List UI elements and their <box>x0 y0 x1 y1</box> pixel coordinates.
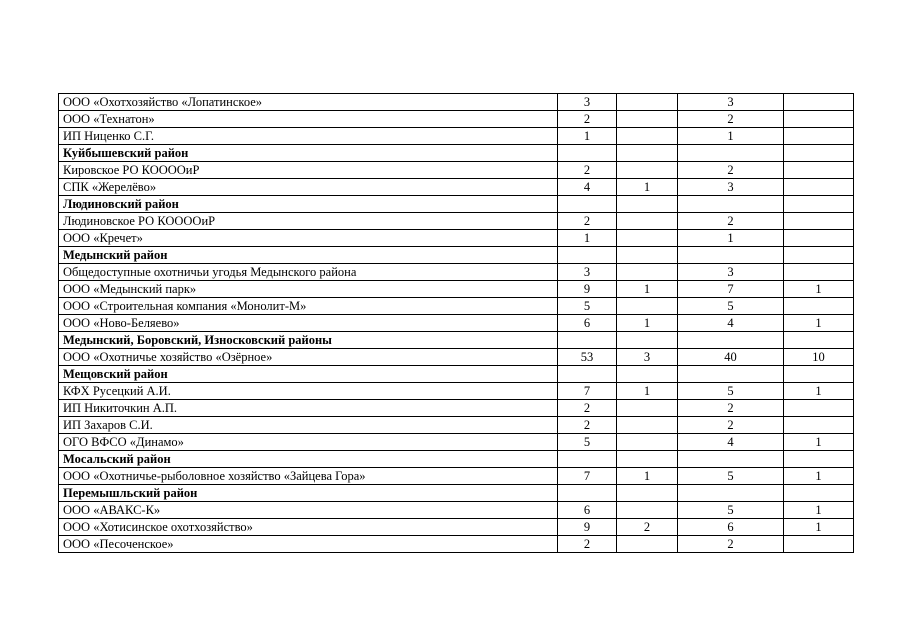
table-row <box>59 519 854 536</box>
row-value-cell-4 <box>784 485 854 502</box>
table-row <box>59 536 854 553</box>
row-value-cell-2: 1 <box>617 315 678 332</box>
row-value-cell-2 <box>617 366 678 383</box>
row-value-cell-3: 40 <box>678 349 784 366</box>
row-value-cell-1 <box>558 145 617 162</box>
section-header-row <box>59 145 854 162</box>
row-value-cell-4 <box>784 247 854 264</box>
row-value-cell-2 <box>617 264 678 281</box>
row-value-cell-2: 3 <box>617 349 678 366</box>
table-row <box>59 179 854 196</box>
row-name-cell: ООО «Охотничье хозяйство «Озёрное» <box>59 349 558 366</box>
row-value-cell-3: 2 <box>678 213 784 230</box>
row-value-cell-1: 7 <box>558 383 617 400</box>
row-value-cell-1: 4 <box>558 179 617 196</box>
row-value-cell-3: 2 <box>678 162 784 179</box>
row-name-cell: ООО «Кречет» <box>59 230 558 247</box>
row-value-cell-1: 2 <box>558 162 617 179</box>
row-value-cell-3 <box>678 485 784 502</box>
row-value-cell-3 <box>678 366 784 383</box>
row-name-cell: Людиновский район <box>59 196 558 213</box>
row-value-cell-3: 4 <box>678 315 784 332</box>
table-row <box>59 349 854 366</box>
row-name-cell: ООО «Технатон» <box>59 111 558 128</box>
row-value-cell-3: 7 <box>678 281 784 298</box>
row-value-cell-2 <box>617 417 678 434</box>
row-value-cell-2 <box>617 502 678 519</box>
row-value-cell-3: 5 <box>678 298 784 315</box>
row-value-cell-3: 1 <box>678 128 784 145</box>
row-name-cell: Общедоступные охотничьи угодья Медынского района <box>59 264 558 281</box>
row-value-cell-4 <box>784 196 854 213</box>
row-value-cell-1: 1 <box>558 128 617 145</box>
row-value-cell-1: 7 <box>558 468 617 485</box>
row-name-cell: Мещовский район <box>59 366 558 383</box>
row-value-cell-3: 3 <box>678 94 784 111</box>
row-value-cell-1 <box>558 366 617 383</box>
row-value-cell-2 <box>617 213 678 230</box>
row-value-cell-4 <box>784 332 854 349</box>
table-row <box>59 502 854 519</box>
row-value-cell-3: 5 <box>678 383 784 400</box>
row-value-cell-2 <box>617 196 678 213</box>
row-value-cell-4: 1 <box>784 468 854 485</box>
row-name-cell: ООО «Охотничье-рыболовное хозяйство «Зайцева Гора» <box>59 468 558 485</box>
row-name-cell: ИП Ниценко С.Г. <box>59 128 558 145</box>
row-name-cell: ООО «Песоченское» <box>59 536 558 553</box>
row-value-cell-4: 1 <box>784 502 854 519</box>
row-value-cell-2 <box>617 145 678 162</box>
row-value-cell-3 <box>678 247 784 264</box>
row-name-cell: Людиновское РО КООООиР <box>59 213 558 230</box>
row-value-cell-3: 6 <box>678 519 784 536</box>
row-value-cell-4 <box>784 111 854 128</box>
row-value-cell-1: 53 <box>558 349 617 366</box>
row-name-cell: Мосальский район <box>59 451 558 468</box>
row-value-cell-1: 3 <box>558 94 617 111</box>
row-value-cell-4 <box>784 298 854 315</box>
row-value-cell-3: 3 <box>678 264 784 281</box>
row-name-cell: ООО «Хотисинское охотхозяйство» <box>59 519 558 536</box>
row-value-cell-2: 1 <box>617 281 678 298</box>
row-value-cell-3: 2 <box>678 111 784 128</box>
row-value-cell-1: 3 <box>558 264 617 281</box>
row-value-cell-4: 1 <box>784 434 854 451</box>
row-value-cell-1: 1 <box>558 230 617 247</box>
row-value-cell-2 <box>617 536 678 553</box>
row-value-cell-4 <box>784 366 854 383</box>
table-row <box>59 298 854 315</box>
row-value-cell-1: 5 <box>558 298 617 315</box>
table-row <box>59 383 854 400</box>
row-value-cell-4 <box>784 417 854 434</box>
table-row <box>59 230 854 247</box>
table-row <box>59 468 854 485</box>
row-name-cell: ООО «Медынский парк» <box>59 281 558 298</box>
table-row <box>59 128 854 145</box>
row-value-cell-2 <box>617 485 678 502</box>
section-header-row <box>59 247 854 264</box>
row-name-cell: Медынский район <box>59 247 558 264</box>
row-value-cell-1 <box>558 332 617 349</box>
row-value-cell-1: 6 <box>558 502 617 519</box>
row-value-cell-3 <box>678 451 784 468</box>
row-value-cell-1: 2 <box>558 400 617 417</box>
row-value-cell-2 <box>617 332 678 349</box>
row-value-cell-3: 1 <box>678 230 784 247</box>
row-value-cell-4: 1 <box>784 281 854 298</box>
table-row <box>59 94 854 111</box>
row-value-cell-1: 2 <box>558 417 617 434</box>
row-value-cell-2: 1 <box>617 468 678 485</box>
table-row <box>59 434 854 451</box>
row-name-cell: Перемышльский район <box>59 485 558 502</box>
row-value-cell-2 <box>617 434 678 451</box>
row-value-cell-1: 6 <box>558 315 617 332</box>
row-name-cell: ООО «Строительная компания «Монолит-М» <box>59 298 558 315</box>
row-value-cell-1: 5 <box>558 434 617 451</box>
row-name-cell: Кировское РО КООООиР <box>59 162 558 179</box>
row-value-cell-1: 2 <box>558 536 617 553</box>
row-value-cell-4 <box>784 145 854 162</box>
row-value-cell-4 <box>784 451 854 468</box>
row-name-cell: КФХ Русецкий А.И. <box>59 383 558 400</box>
table-row <box>59 281 854 298</box>
row-value-cell-1 <box>558 247 617 264</box>
row-value-cell-1 <box>558 196 617 213</box>
row-value-cell-2 <box>617 128 678 145</box>
row-value-cell-3: 5 <box>678 468 784 485</box>
row-value-cell-4 <box>784 230 854 247</box>
table-row <box>59 417 854 434</box>
row-value-cell-3: 2 <box>678 417 784 434</box>
section-header-row <box>59 485 854 502</box>
row-value-cell-3 <box>678 196 784 213</box>
row-value-cell-2 <box>617 451 678 468</box>
row-name-cell: ИП Никиточкин А.П. <box>59 400 558 417</box>
row-value-cell-4 <box>784 179 854 196</box>
row-value-cell-3: 4 <box>678 434 784 451</box>
row-name-cell: СПК «Жерелёво» <box>59 179 558 196</box>
row-value-cell-3 <box>678 332 784 349</box>
row-value-cell-3: 3 <box>678 179 784 196</box>
row-value-cell-4 <box>784 128 854 145</box>
row-value-cell-2 <box>617 230 678 247</box>
row-name-cell: ОГО ВФСО «Динамо» <box>59 434 558 451</box>
row-value-cell-2 <box>617 298 678 315</box>
table-body <box>59 94 854 553</box>
row-value-cell-4 <box>784 213 854 230</box>
row-name-cell: ООО «АВАКС-К» <box>59 502 558 519</box>
row-value-cell-4: 10 <box>784 349 854 366</box>
row-value-cell-4 <box>784 94 854 111</box>
table-row <box>59 315 854 332</box>
row-value-cell-1: 2 <box>558 213 617 230</box>
row-name-cell: ООО «Охотхозяйство «Лопатинское» <box>59 94 558 111</box>
row-value-cell-4: 1 <box>784 383 854 400</box>
row-value-cell-4: 1 <box>784 315 854 332</box>
row-value-cell-1 <box>558 485 617 502</box>
row-value-cell-2: 1 <box>617 383 678 400</box>
row-value-cell-4 <box>784 536 854 553</box>
row-value-cell-2 <box>617 247 678 264</box>
section-header-row <box>59 451 854 468</box>
row-value-cell-3: 2 <box>678 536 784 553</box>
row-value-cell-4: 1 <box>784 519 854 536</box>
row-name-cell: Куйбышевский район <box>59 145 558 162</box>
row-value-cell-3: 2 <box>678 400 784 417</box>
row-value-cell-2: 2 <box>617 519 678 536</box>
row-name-cell: ООО «Ново-Беляево» <box>59 315 558 332</box>
row-value-cell-4 <box>784 400 854 417</box>
row-value-cell-2 <box>617 162 678 179</box>
row-value-cell-4 <box>784 264 854 281</box>
section-header-row <box>59 366 854 383</box>
row-value-cell-2 <box>617 400 678 417</box>
row-value-cell-3 <box>678 145 784 162</box>
row-name-cell: Медынский, Боровский, Износковский районы <box>59 332 558 349</box>
row-value-cell-2: 1 <box>617 179 678 196</box>
table-row <box>59 162 854 179</box>
row-value-cell-1 <box>558 451 617 468</box>
row-value-cell-1: 9 <box>558 519 617 536</box>
row-value-cell-1: 9 <box>558 281 617 298</box>
table-row <box>59 264 854 281</box>
data-table <box>58 93 854 553</box>
row-value-cell-1: 2 <box>558 111 617 128</box>
table-row <box>59 213 854 230</box>
row-value-cell-2 <box>617 94 678 111</box>
table-row <box>59 400 854 417</box>
row-name-cell: ИП Захаров С.И. <box>59 417 558 434</box>
section-header-row <box>59 196 854 213</box>
row-value-cell-3: 5 <box>678 502 784 519</box>
table-row <box>59 111 854 128</box>
section-header-row <box>59 332 854 349</box>
row-value-cell-4 <box>784 162 854 179</box>
row-value-cell-2 <box>617 111 678 128</box>
